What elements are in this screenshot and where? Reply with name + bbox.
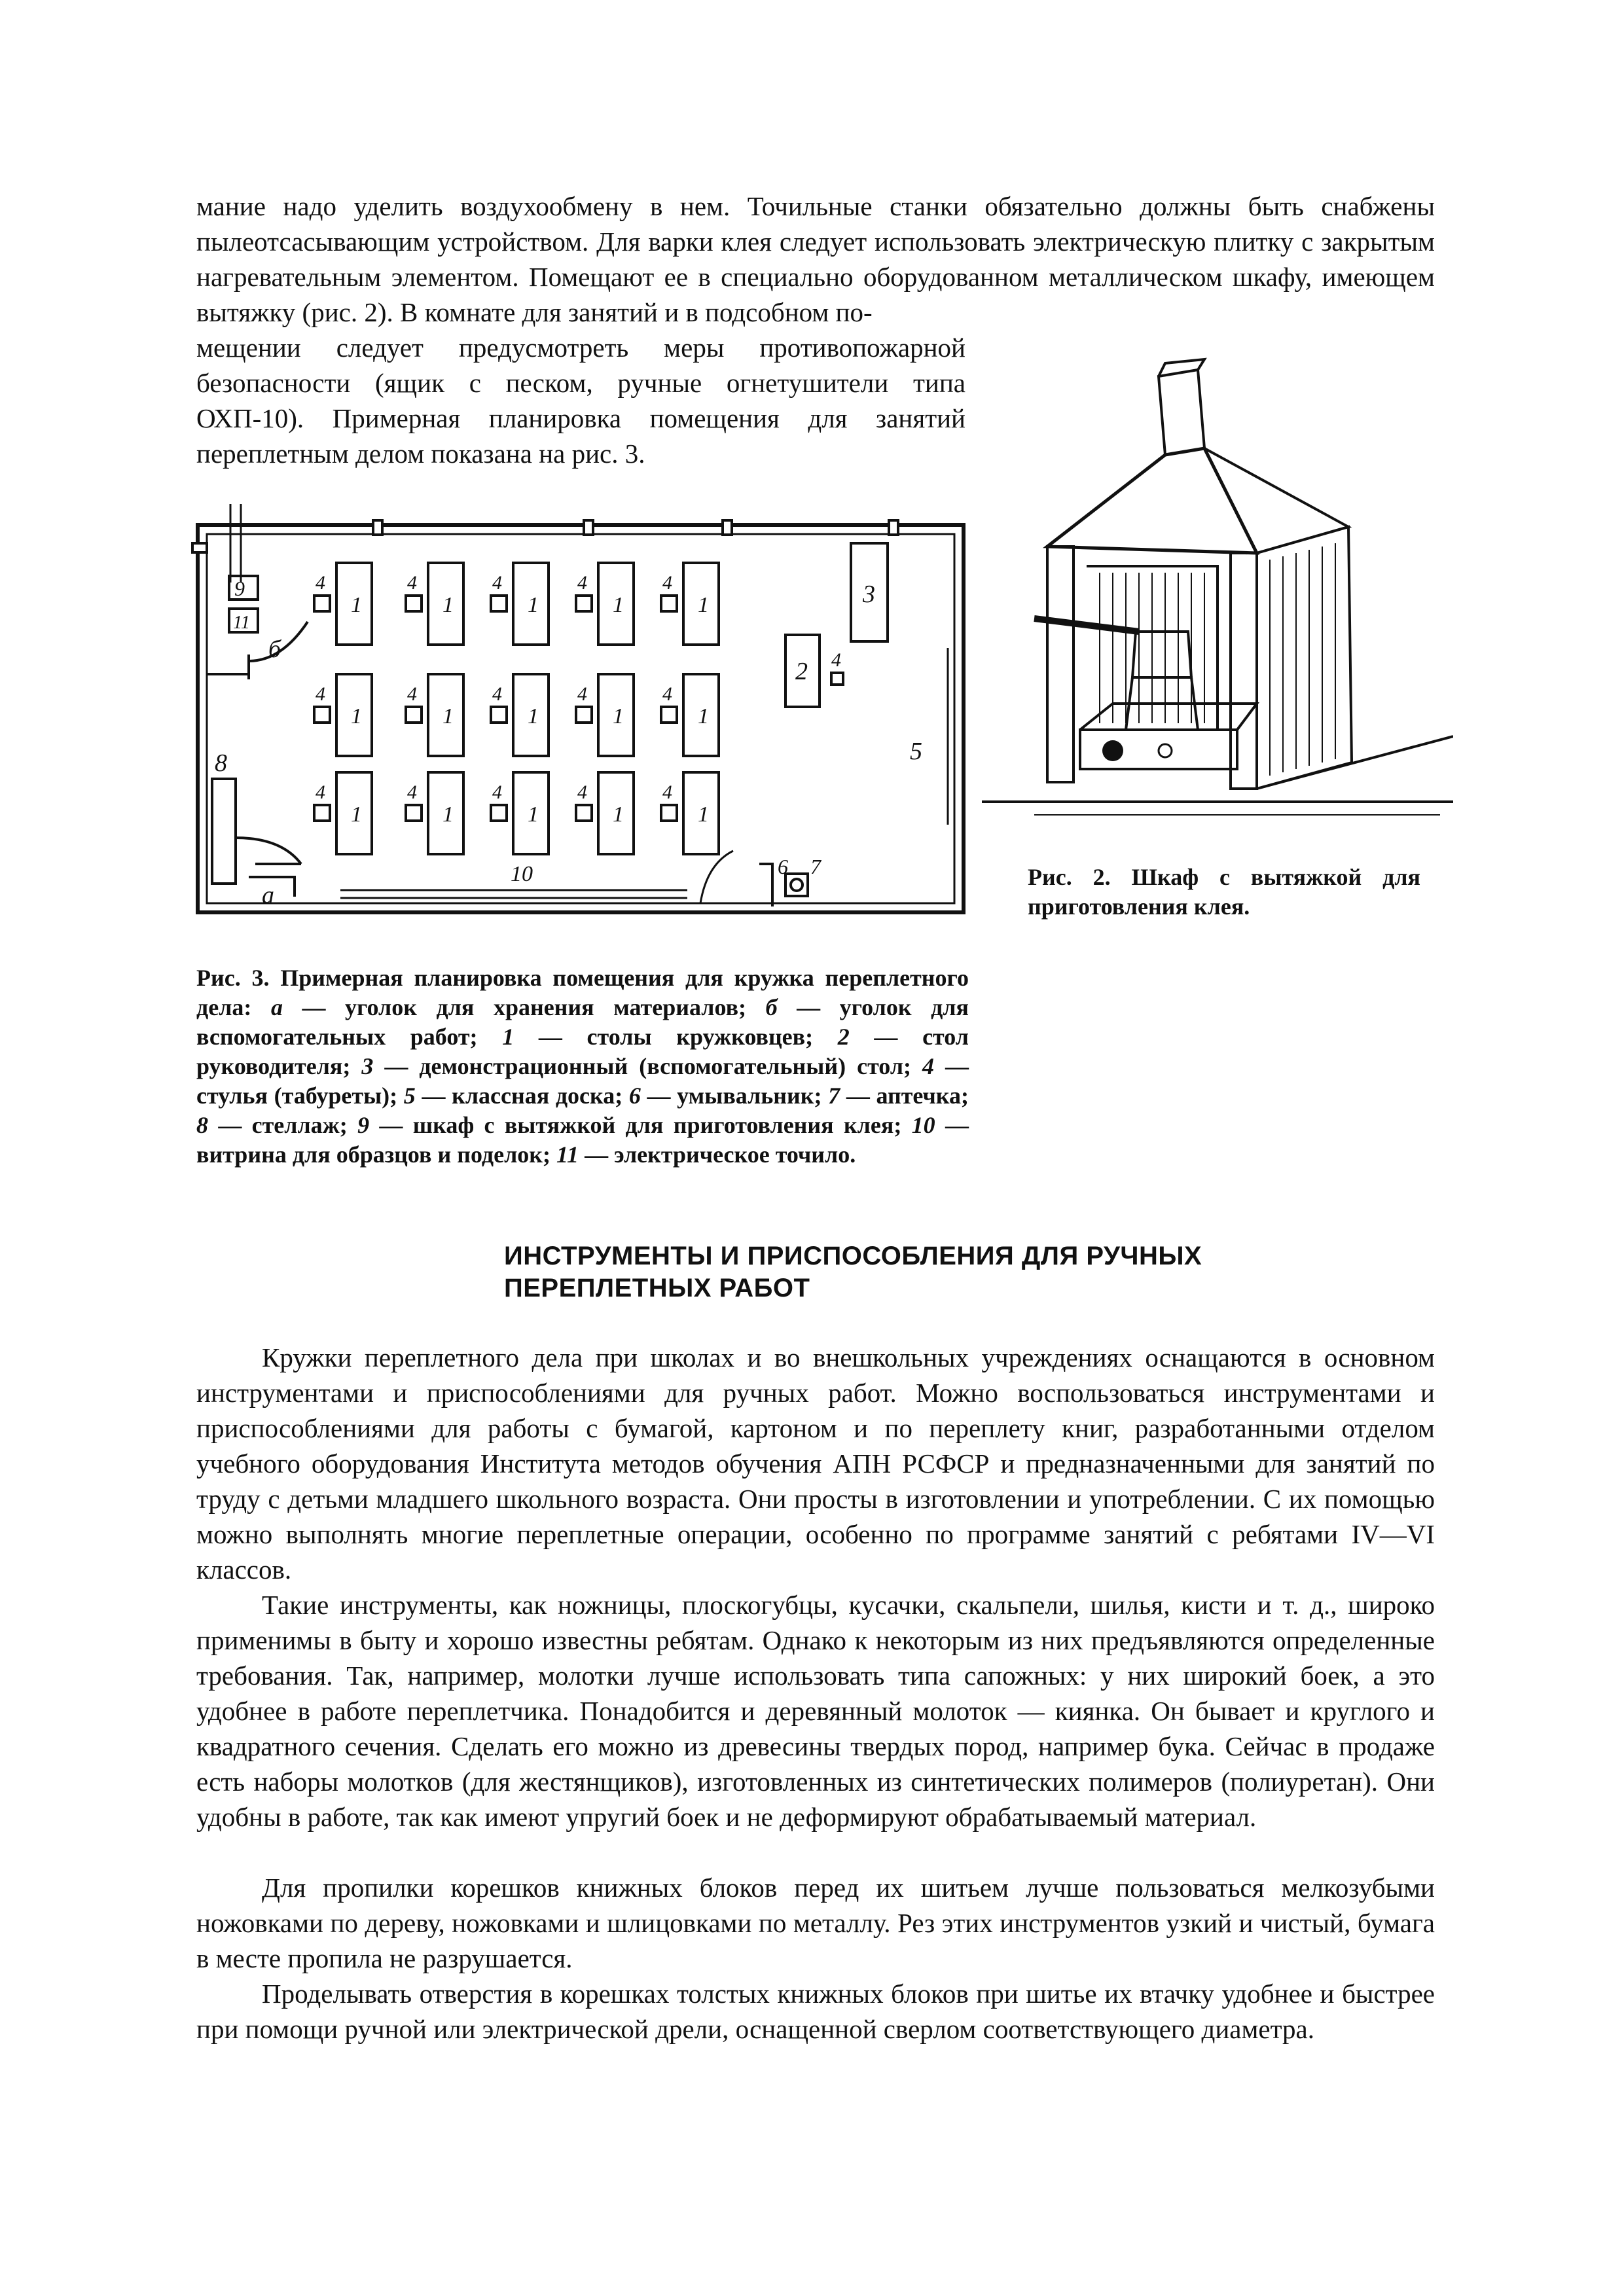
label-grinder: 11 — [233, 613, 250, 633]
chair-label: 4 — [662, 781, 672, 803]
chair — [314, 707, 330, 723]
desk-label: 1 — [528, 802, 539, 827]
label-leader-desk: 2 — [795, 658, 808, 685]
body-paragraph-3: Для пропилки корешков книжных блоков перед их шитьем лучше пользоваться мелкозубыми ножовками по дереву, ножовками и шлицовками по металлу. Рез этих инструментов узкий и чистый, бумага в месте пропила не разрушается. — [196, 1873, 1435, 1973]
chair-label: 4 — [662, 683, 672, 705]
section-heading-line2: ПЕРЕПЛЕТНЫХ РАБОТ — [504, 1274, 810, 1302]
desk-label: 1 — [351, 802, 362, 827]
chair-label: 4 — [316, 781, 325, 803]
chair — [576, 805, 592, 821]
chair-label: 4 — [407, 683, 417, 705]
label-leader-chair: 4 — [831, 649, 841, 671]
desk-label: 1 — [613, 593, 624, 617]
chair-label: 4 — [492, 683, 502, 705]
label-demo-table: 3 — [863, 581, 875, 608]
chair — [406, 805, 422, 821]
label-shelf: 8 — [215, 749, 227, 777]
chair — [491, 805, 507, 821]
label-corner-a: а — [262, 882, 274, 909]
intro-paragraph-narrow: мещении следует предусмотреть меры противопожарной безопасности (ящик с песком, ручные огнетушители типа ОХП-10). Примерная планировка помещения для занятий переплетным делом показана на рис. 3. — [196, 332, 965, 469]
chair — [576, 707, 592, 723]
chair — [491, 707, 507, 723]
chair — [314, 805, 330, 821]
chair-label: 4 — [577, 572, 587, 594]
chair-label: 4 — [492, 781, 502, 803]
desk-label: 1 — [613, 802, 624, 827]
chair-label: 4 — [577, 683, 587, 705]
label-board: 5 — [910, 738, 922, 765]
chair — [314, 596, 330, 611]
body-paragraph-2: Такие инструменты, как ножницы, плоскогубцы, кусачки, скальпели, шилья, кисти и т. д., широко применимы в быту и хорошо известны ребятам. Однако к некоторым из них предъявляются определенные требования. Так, например, молотки лучше использовать типа сапожных: у них широкий боек, а это удобнее в работе переплетчика. Понадобится и деревянный молоток — киянка. Он бывает и круглого и квадратного сечения. Сделать его можно из древесины твердых пород, например бука. Сейчас в продаже есть наборы молотков (для жестянщиков), изготовленных из синтетических полимеров (полиуретан). Они удобны в работе, так как имеют упругий боек и не деформируют обрабатываемый материал. — [196, 1590, 1435, 1832]
desk-label: 1 — [528, 704, 539, 728]
chair — [576, 596, 592, 611]
desk-label: 1 — [698, 802, 709, 827]
chair-label: 4 — [316, 572, 325, 594]
label-kit: 7 — [810, 855, 821, 878]
desk-label: 1 — [698, 704, 709, 728]
figure2-caption: Рис. 2. Шкаф с вытяжкой для приготовления клея. — [1028, 864, 1420, 920]
hood-cabinet-figure — [982, 350, 1453, 828]
chair — [406, 596, 422, 611]
label-hood-cabinet: 9 — [234, 577, 245, 600]
desk-label: 1 — [698, 593, 709, 617]
chair-label: 4 — [662, 572, 672, 594]
section-heading-line1: ИНСТРУМЕНТЫ И ПРИСПОСОБЛЕНИЯ ДЛЯ РУЧНЫХ — [504, 1242, 1202, 1270]
chair-label: 4 — [407, 572, 417, 594]
chair — [661, 707, 677, 723]
body-paragraph-4: Проделывать отверстия в корешках толстых книжных блоков при шитье их втачку удобнее и быстрее при помощи ручной или электрической дрели, оснащенной сверлом соответствующего диаметра. — [196, 1979, 1435, 2044]
desk-label: 1 — [442, 593, 454, 617]
label-sink: 6 — [778, 855, 788, 878]
chair — [661, 596, 677, 611]
floor-plan-figure — [183, 497, 988, 956]
desk-label: 1 — [442, 704, 454, 728]
intro-paragraph-full: мание надо уделить воздухообмену в нем. Точильные станки обязательно должны быть снабжены пылеотсасывающим устройством. Для варки клея следует использовать электрическую плитку с закрытым нагревательным элементом. Помещают ее в специально оборудованном металлическом шкафу, имеющем вытяжку (рис. 2). В комнате для занятий и в подсобном по- — [196, 191, 1435, 327]
chair — [406, 707, 422, 723]
desk-label: 1 — [528, 593, 539, 617]
desk-label: 1 — [351, 704, 362, 728]
chair — [491, 596, 507, 611]
chair-label: 4 — [577, 781, 587, 803]
desk-label: 1 — [351, 593, 362, 617]
chair-label: 4 — [316, 683, 325, 705]
desk-label: 1 — [442, 802, 454, 827]
body-paragraph-1: Кружки переплетного дела при школах и во внешкольных учреждениях оснащаются в основном инструментами и приспособлениями для ручных работ. Можно воспользоваться инструментами и приспособлениями для работы с бумагой, картоном и по переплету книг, разработанными отделом учебного оборудования Института методов обучения АПН РСФСР и предназначенными для занятий по труду с детьми младшего школьного возраста. Они просты в изготовлении и употреблении. С их помощью можно выполнять многие переплетные операции, особенно по программе занятий с ребятами IV—VI классов. — [196, 1342, 1435, 1585]
chair — [661, 805, 677, 821]
chair-label: 4 — [492, 572, 502, 594]
figure3-caption: Рис. 3. Примерная планировка помещения для кружка переплетного дела: а — уголок для хранения материалов; б — уголок для вспомогательных работ; 1 — столы кружковцев; 2 — стол руководителя; 3 — демонстрационный (вспомогательный) стол; 4 — стулья (табуреты); 5 — классная доска; 6 — умывальник; 7 — аптечка; 8 — стеллаж; 9 — шкаф с вытяжкой для приготовления клея; 10 — витрина для образцов и поделок; 11 — электрическое точило. — [196, 965, 969, 1168]
label-corner-b: б — [268, 636, 281, 663]
label-showcase: 10 — [511, 862, 533, 886]
chair-label: 4 — [407, 781, 417, 803]
desk-label: 1 — [613, 704, 624, 728]
